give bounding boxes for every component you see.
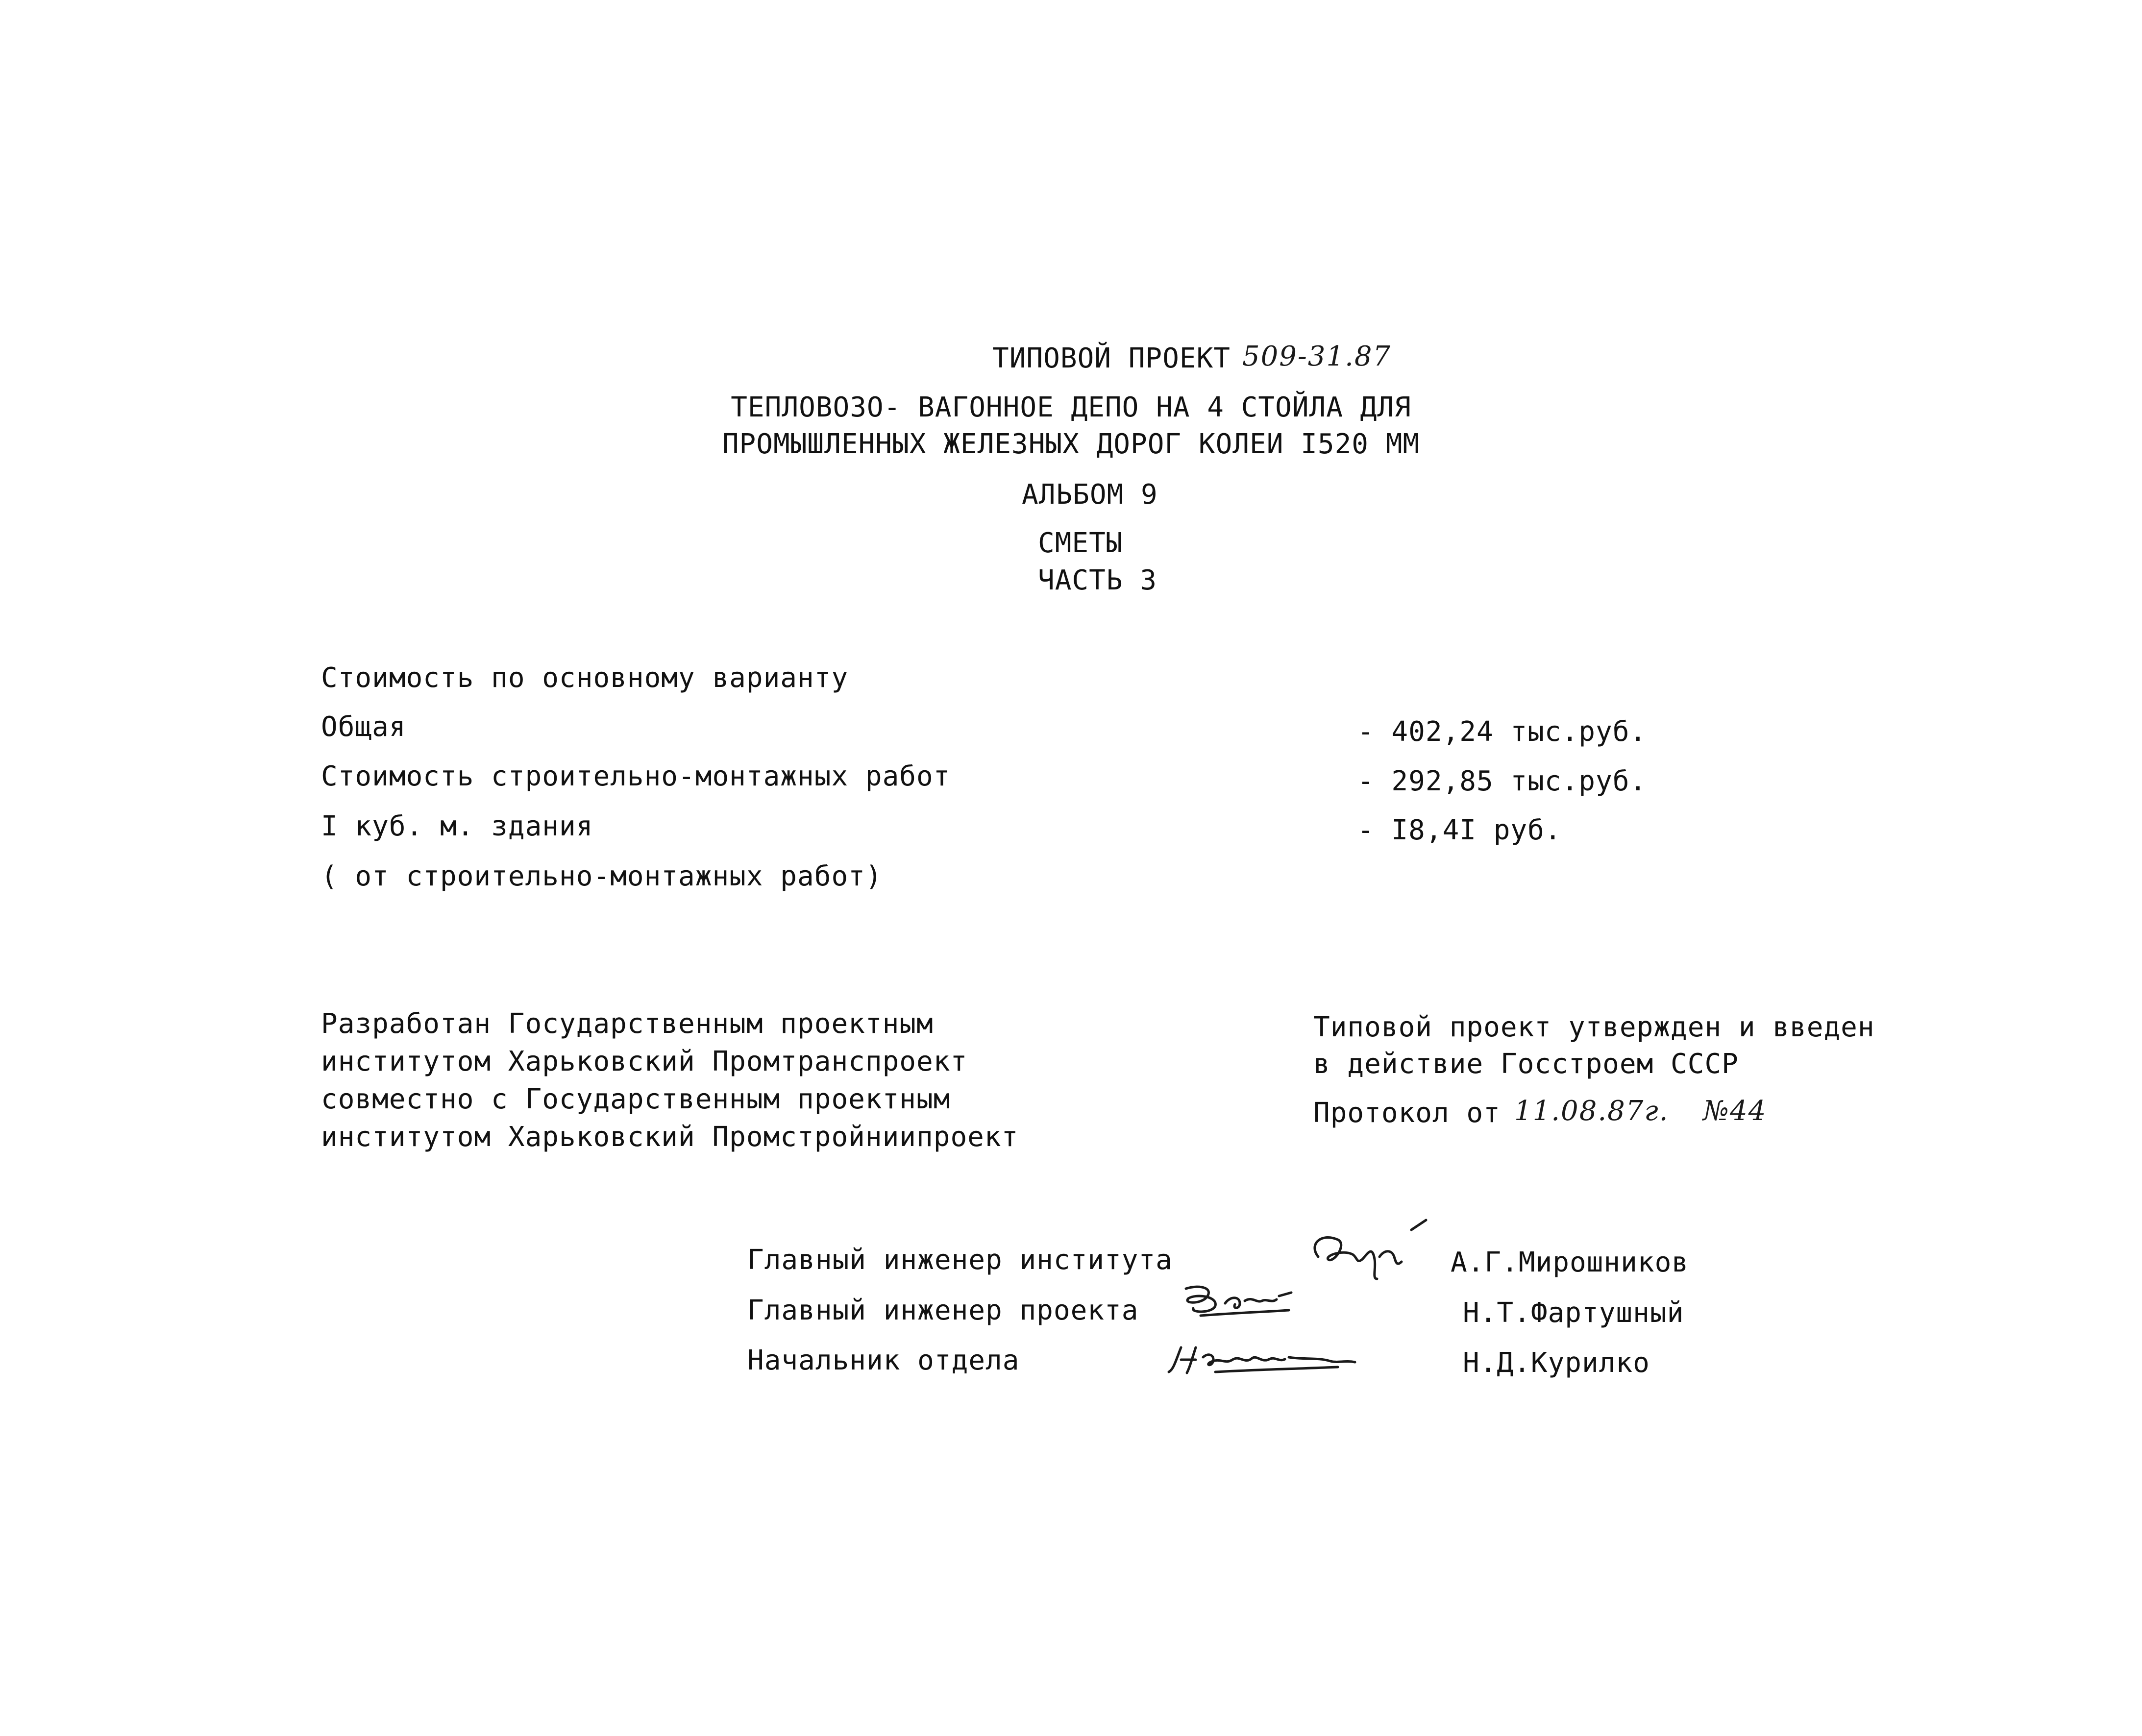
developer-line: институтом Харьковский Промтранспроект [321,1046,968,1077]
signatory-role: Главный инженер проекта [747,1295,1139,1326]
cost-row-label: I куб. м. здания [321,810,593,842]
cost-row-label: Общая [321,711,406,743]
signatory-name: Н.Д.Курилко [1463,1347,1650,1379]
signatory-role: Начальник отдела [747,1345,1020,1376]
project-number: 509-31.87 [1242,341,1392,372]
signatory-name: Н.Т.Фартушный [1463,1297,1684,1329]
album-label: АЛЬБОМ 9 [1022,479,1158,511]
signatory-role: Главный инженер института [747,1244,1173,1276]
developer-line: совместно с Государственным проектным [321,1083,951,1115]
signature-department-head [1161,1338,1367,1382]
signatory-name: А.Г.Мирошников [1451,1247,1689,1278]
cost-row-value: - 292,85 тыс.руб. [1357,765,1647,797]
developer-line: Разработан Государственным проектным [321,1008,934,1040]
protocol-label: Протокол от [1313,1097,1501,1129]
approval-line-1: Типовой проект утвержден и введен [1313,1011,1875,1043]
project-label: ТИПОВОЙ ПРОЕКТ [992,342,1231,374]
project-title-line-2: ПРОМЫШЛЕННЫХ ЖЕЛЕЗНЫХ ДОРОГ КОЛЕИ I520 ММ [722,428,1420,460]
cost-heading: Стоимость по основному варианту [321,662,849,694]
approval-line-2: в действие Госстроем СССР [1313,1048,1739,1080]
part-label: ЧАСТЬ 3 [1038,564,1157,596]
protocol-date: 11.08.87г. [1514,1095,1669,1127]
project-title-line-1: ТЕПЛОВОЗО- ВАГОННОЕ ДЕПО НА 4 СТОЙЛА ДЛЯ [731,391,1411,423]
cost-row-value: - I8,4I руб. [1357,814,1562,846]
protocol-number: №44 [1703,1095,1767,1127]
signature-chief-engineer-institute [1299,1210,1455,1289]
cost-row-label: Стоимость строительно-монтажных работ [321,760,951,792]
cost-note: ( от строительно-монтажных работ) [321,860,883,892]
signature-chief-engineer-project [1171,1274,1318,1328]
section-label: СМЕТЫ [1038,527,1123,559]
developer-line: институтом Харьковский Промстройниипроект [321,1121,1019,1153]
cost-row-value: - 402,24 тыс.руб. [1357,716,1647,748]
